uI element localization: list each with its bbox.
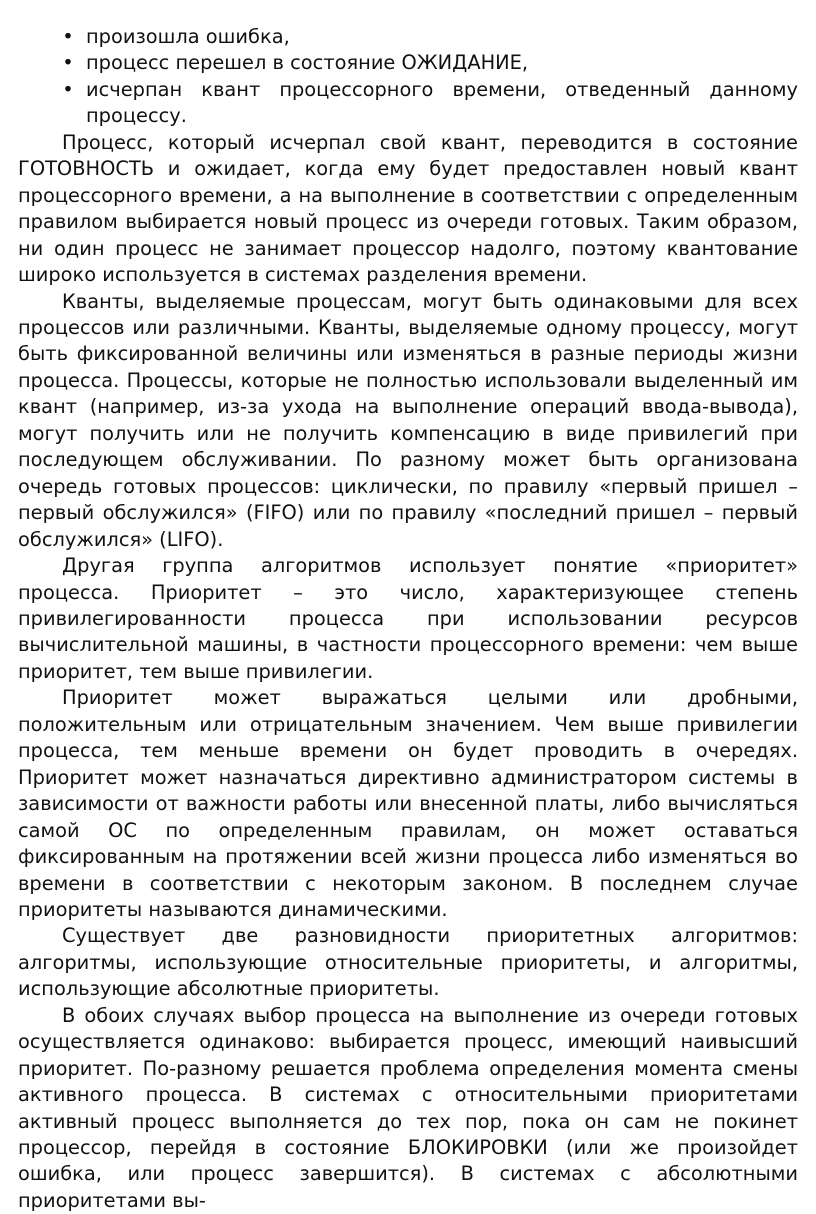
list-item-text: произошла ошибка, — [86, 25, 290, 48]
paragraph: В обоих случаях выбор процесса на выполнение из очереди готовых осуществляется одинаково: выбирается процесс, имеющий наивысший приоритет. По-разному решается проблема определения момента смены активного процесса. В системах с относительными приоритетами активный процесс выполняется до тех пор, пока он сам не покинет процессор, перейдя в состояние БЛОКИРОВКИ (или же произойдет ошибка, или процесс завершится). В системах с абсолютными приоритетами вы- — [18, 1003, 798, 1212]
bullet-icon: • — [62, 77, 74, 101]
paragraph: Приоритет может выражаться целыми или дробными, положительным или отрицательным значением. Чем выше привилегии процесса, тем меньше времени он будет проводить в очередях. Приоритет может назначаться директивно администратором системы в зависимости от важности работы или внесенной платы, либо вычисляться самой ОС по определенным правилам, он может оставаться фиксированным на протяжении всей жизни процесса либо изменяться во времени в соответствии с некоторым законом. В последнем случае приоритеты называются динамическими. — [18, 686, 798, 921]
paragraph: Существует две разновидности приоритетных алгоритмов: алгоритмы, использующие относительные приоритеты, и алгоритмы, использующие абсолютные приоритеты. — [18, 924, 798, 1001]
list-item-text: исчерпан квант процессорного времени, отведенный данному процессу. — [86, 77, 798, 128]
bullet-icon: • — [62, 25, 74, 48]
list-item — [18, 77, 798, 130]
bullet-icon: • — [62, 51, 74, 75]
document-page — [18, 24, 798, 1214]
list-item-text: процесс перешел в состояние ОЖИДАНИЕ, — [86, 51, 529, 75]
paragraph: Кванты, выделяемые процессам, могут быть одинаковыми для всех процессов или различными. Кванты, выделяемые одному процессу, могут быть фиксированной величины или изменяться в разные периоды жизни процесса. Процессы, которые не полностью использовали выделенный им квант (например, из-за ухода на выполнение операций ввода-вывода), могут получить или не получить компенсацию в виде привилегий при последующем обслуживании. По разному может быть организована очередь готовых процессов: циклически, по правилу «первый пришел – первый обслужился» (FIFO) или по правилу «последний пришел – первый обслужился» (LIFO). — [18, 289, 798, 551]
list-item — [18, 50, 798, 76]
paragraph: Другая группа алгоритмов использует понятие «приоритет» процесса. Приоритет – это число, характеризующее степень привилегированности процесса при использовании ресурсов вычислительной машины, в частности процессорного времени: чем выше приоритет, тем выше привилегии. — [18, 554, 798, 683]
paragraph: Процесс, который исчерпал свой квант, переводится в состояние ГОТОВНОСТЬ и ожидает, когда ему будет предоставлен новый квант процессорного времени, а на выполнение в соответствии с определенным правилом выбирается новый процесс из очереди готовых. Таким образом, ни один процесс не занимает процессор надолго, поэтому квантование широко используется в системах разделения времени. — [18, 130, 798, 287]
bullet-list — [18, 24, 798, 130]
list-item — [18, 24, 798, 50]
